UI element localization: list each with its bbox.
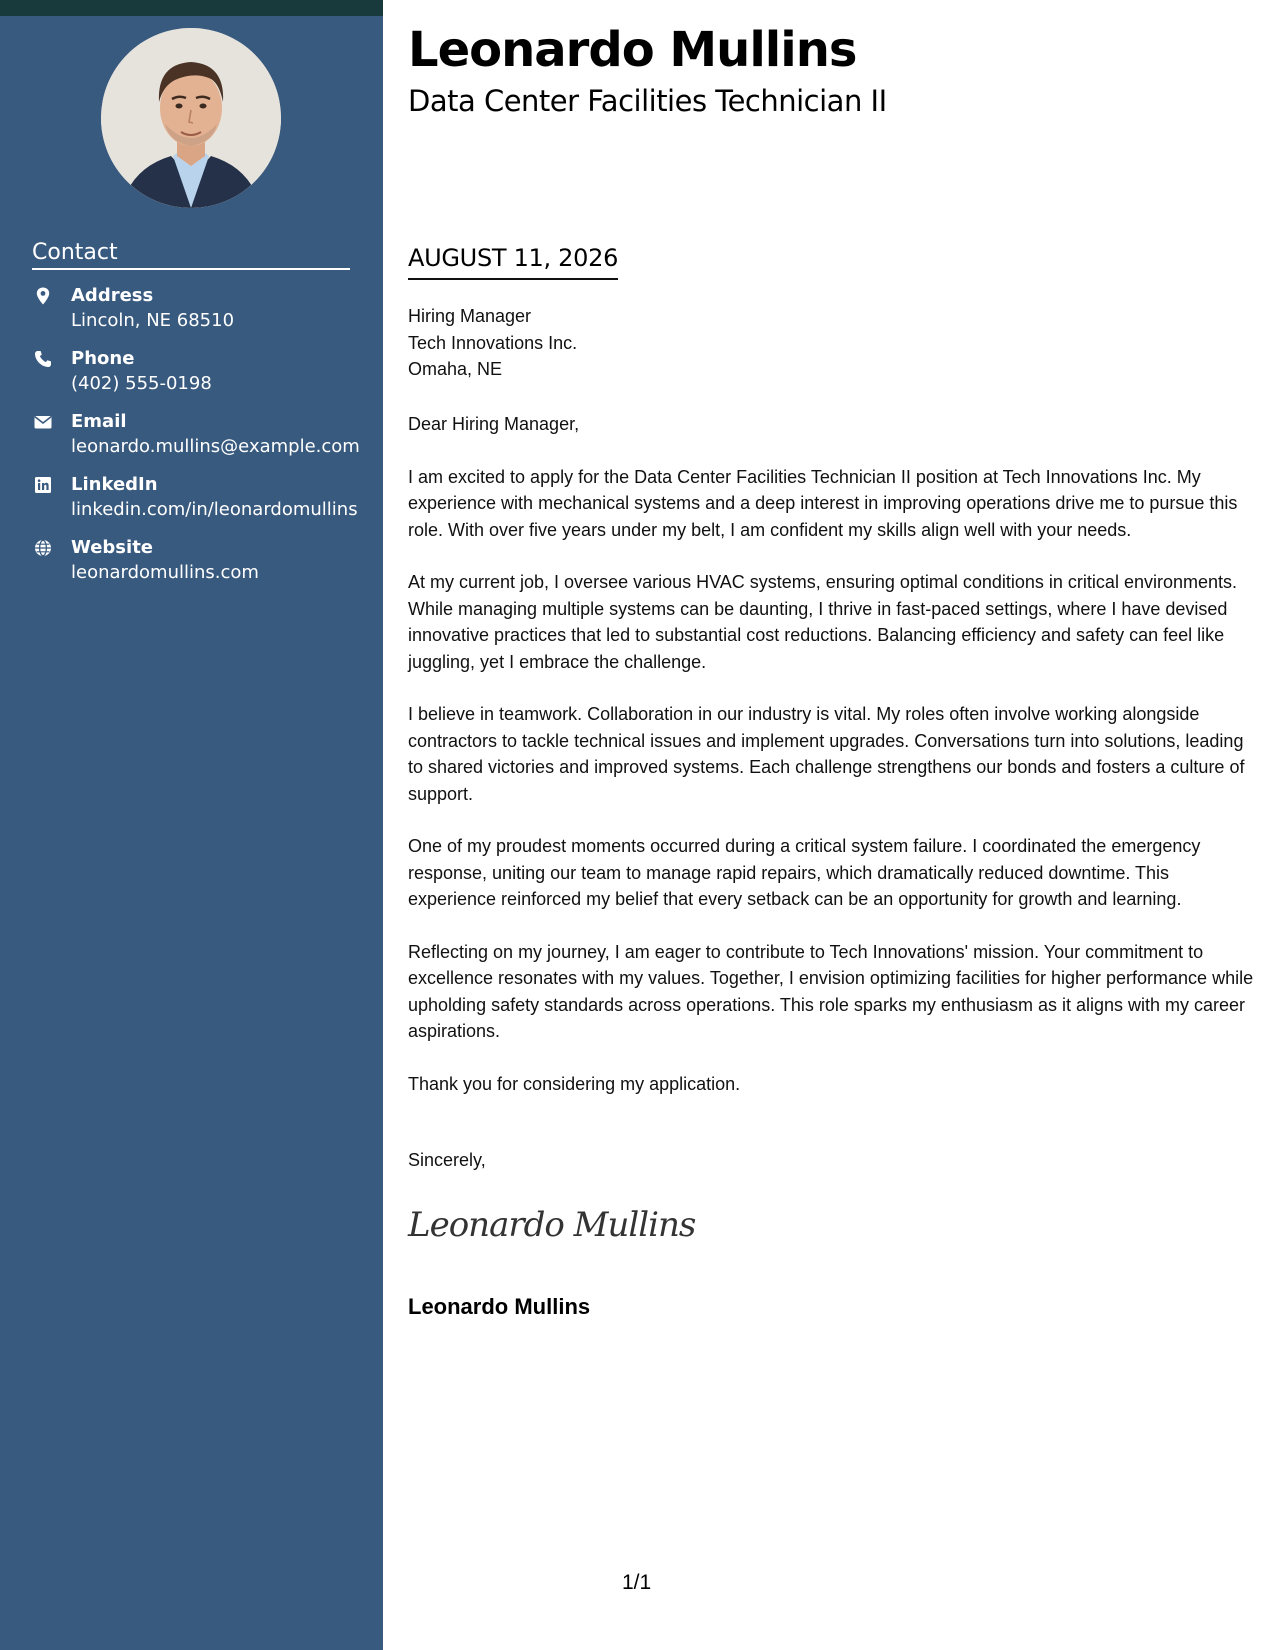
- contact-label-email: Email: [71, 411, 127, 432]
- body-paragraph: At my current job, I oversee various HVAC systems, ensuring optimal conditions in critical environments. While managing multiple systems can be daunting, I thrive in fast-paced settings, where I have devised innovative practices that led to substantial cost reductions. Balancing efficiency and safety can feel like juggling, yet I embrace the challenge.: [408, 572, 1237, 672]
- sidebar-top-bar: [0, 0, 383, 16]
- phone-icon: [34, 350, 52, 368]
- recipient-block: [408, 303, 577, 383]
- contact-list: [32, 285, 362, 600]
- body-paragraph: I am excited to apply for the Data Center Facilities Technician II position at Tech Innovations Inc. My experience with mechanical systems and a deep interest in improving operations drive me to pursue this role. With over five years under my belt, I am confident my skills align well with your needs.: [408, 466, 1238, 540]
- map-pin-icon: [34, 287, 52, 305]
- body-paragraph: One of my proudest moments occurred during a critical system failure. I coordinated the emergency response, uniting our team to manage rapid repairs, which dramatically reduced downtime. This experience reinforced my belief that every setback can be an opportunity for growth and learning.: [408, 836, 1201, 909]
- contact-value-website: leonardomullins.com: [71, 562, 259, 583]
- body-paragraph: I believe in teamwork. Collaboration in our industry is vital. My roles often involve working alongside contractors to tackle technical issues and implement upgrades. Conversations turn into solutions, leading to shared victories and improved systems. Each challenge strengthens our bonds and fosters a culture of support.: [408, 704, 1245, 804]
- contact-value-address: Lincoln, NE 68510: [71, 310, 235, 331]
- contact-value-linkedin: linkedin.com/in/leonardomullins: [71, 499, 358, 520]
- signer-name: Leonardo Mullins: [408, 1294, 591, 1319]
- contact-item-address: [32, 285, 362, 348]
- envelope-icon: [34, 413, 52, 431]
- contact-value-phone: (402) 555-0198: [71, 373, 212, 394]
- contact-heading: Contact: [32, 240, 350, 270]
- linkedin-icon: [34, 476, 52, 494]
- body-paragraph: Reflecting on my journey, I am eager to contribute to Tech Innovations' mission. Your commitment to excellence resonates with my values. Together, I envision optimizing facilities for higher performance while upholding safety standards across operations. This role sparks my enthusiasm as it aligns with my career aspirations.: [408, 941, 1254, 1041]
- handwritten-signature: Leonardo Mullins: [408, 1205, 696, 1245]
- contact-item-linkedin: [32, 474, 362, 537]
- recipient-line: Hiring Manager: [408, 306, 532, 326]
- letter-date: AUGUST 11, 2026: [408, 244, 618, 280]
- contact-value-email: leonardo.mullins@example.com: [71, 436, 360, 457]
- globe-icon: [34, 539, 52, 557]
- contact-item-website: [32, 537, 362, 600]
- closing: Sincerely,: [408, 1150, 486, 1170]
- recipient-line: Omaha, NE: [408, 359, 503, 379]
- profile-photo: [101, 28, 281, 208]
- contact-label-website: Website: [71, 537, 154, 558]
- letter-body: [408, 411, 1254, 1123]
- contact-label-phone: Phone: [71, 348, 135, 369]
- sidebar: [0, 0, 383, 1650]
- contact-item-email: [32, 411, 362, 474]
- body-paragraph: Thank you for considering my application.: [408, 1073, 741, 1094]
- page-number: 1/1: [622, 1571, 652, 1594]
- avatar: [101, 28, 281, 208]
- job-title: Data Center Facilities Technician II: [408, 84, 887, 118]
- applicant-name: Leonardo Mullins: [408, 22, 857, 78]
- contact-label-address: Address: [71, 285, 154, 306]
- salutation: Dear Hiring Manager,: [408, 414, 580, 434]
- contact-item-phone: [32, 348, 362, 411]
- contact-label-linkedin: LinkedIn: [71, 474, 158, 495]
- recipient-line: Tech Innovations Inc.: [408, 332, 578, 353]
